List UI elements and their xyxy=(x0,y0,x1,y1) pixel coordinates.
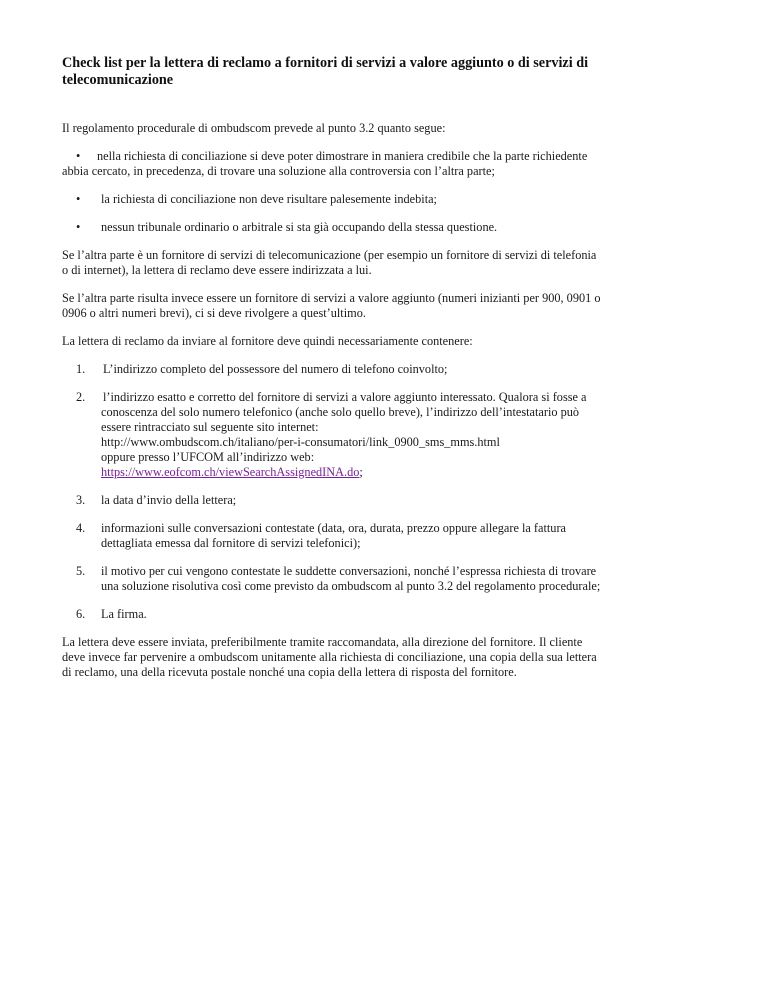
list-item xyxy=(62,493,602,508)
ufcom-link[interactable]: https://www.eofcom.ch/viewSearchAssignedINA.do xyxy=(101,464,360,479)
document-title: Check list per la lettera di reclamo a fornitori di servizi a valore aggiunto o di servizi di telecomunicazione xyxy=(62,55,589,89)
list-item xyxy=(62,192,602,207)
ufcom-text: oppure presso l’UFCOM all’indirizzo web: xyxy=(101,449,315,464)
document-body xyxy=(62,55,602,693)
item-number: 4. xyxy=(76,520,86,535)
bullet-text: nella richiesta di conciliazione si deve poter dimostrare in maniera credibile che la parte richiedente abbia cercato, in precedenza, di trovare una soluzione alla controversia con l’altra parte; xyxy=(62,148,588,178)
item-number: 1. xyxy=(76,361,86,376)
item-number: 6. xyxy=(76,606,86,621)
item-text: l’indirizzo esatto e corretto del fornitore di servizi a valore aggiunto interessato. Qualora si fosse a conoscenza del solo numero telefonico (anche solo quello breve), l’indirizzo dell’intestatario può essere rintracciato sul seguente sito internet: xyxy=(101,389,587,434)
list-item xyxy=(62,390,602,480)
item-text: La firma. xyxy=(101,606,147,621)
bullet-text: la richiesta di conciliazione non deve risultare palesemente indebita; xyxy=(101,191,437,206)
list-item xyxy=(62,149,602,179)
telecom-paragraph: Se l’altra parte è un fornitore di servizi di telecomunicazione (per esempio un fornitore di servizi di telefonia o di internet), la lettera di reclamo deve essere indirizzata a lui. xyxy=(62,247,597,277)
item-text: il motivo per cui vengono contestate le suddette conversazioni, nonché l’espressa richiesta di trovare una soluzione risolutiva così come previsto da ombudscom al punto 3.2 del regolamento procedurale; xyxy=(101,563,601,593)
item-text: la data d’invio della lettera; xyxy=(101,492,237,507)
list-item xyxy=(62,362,602,377)
conditions-list xyxy=(62,149,602,235)
item-text: informazioni sulle conversazioni contestate (data, ora, durata, prezzo oppure allegare la fattura dettagliata emessa dal fornitore di servizi telefonici); xyxy=(101,520,567,550)
list-item xyxy=(62,607,602,622)
intro-paragraph: Il regolamento procedurale di ombudscom prevede al punto 3.2 quanto segue: xyxy=(62,120,446,135)
ombudscom-url: http://www.ombudscom.ch/italiano/per-i-consumatori/link_0900_sms_mms.html xyxy=(101,434,500,449)
item-number: 3. xyxy=(76,492,86,507)
vas-paragraph: Se l’altra parte risulta invece essere un fornitore di servizi a valore aggiunto (numeri inizianti per 900, 0901 o 0906 o altri numeri brevi), ci si deve rivolgere a quest’ultimo. xyxy=(62,290,601,320)
contents-paragraph: La lettera di reclamo da inviare al fornitore deve quindi necessariamente contenere: xyxy=(62,333,473,348)
item-text: L’indirizzo completo del possessore del numero di telefono coinvolto; xyxy=(103,361,448,376)
list-item xyxy=(62,521,602,551)
list-item xyxy=(62,564,602,594)
closing-paragraph: La lettera deve essere inviata, preferibilmente tramite raccomandata, alla direzione del fornitore. Il cliente deve invece far pervenire a ombudscom unitamente alla richiesta di conciliazione, una copia della sua lettera di reclamo, una della ricevuta postale nonché una copia della lettera di risposta del fornitore. xyxy=(62,634,597,679)
requirements-list xyxy=(62,362,602,622)
bullet-text: nessun tribunale ordinario o arbitrale si sta già occupando della stessa questione. xyxy=(101,219,498,234)
bullet-marker: • xyxy=(76,219,81,234)
bullet-marker: • xyxy=(76,148,81,163)
list-item xyxy=(62,220,602,235)
link-suffix: ; xyxy=(359,464,363,479)
item-number: 2. xyxy=(76,389,86,404)
bullet-marker: • xyxy=(76,191,81,206)
item-number: 5. xyxy=(76,563,86,578)
ufcom-link-line xyxy=(101,465,602,480)
